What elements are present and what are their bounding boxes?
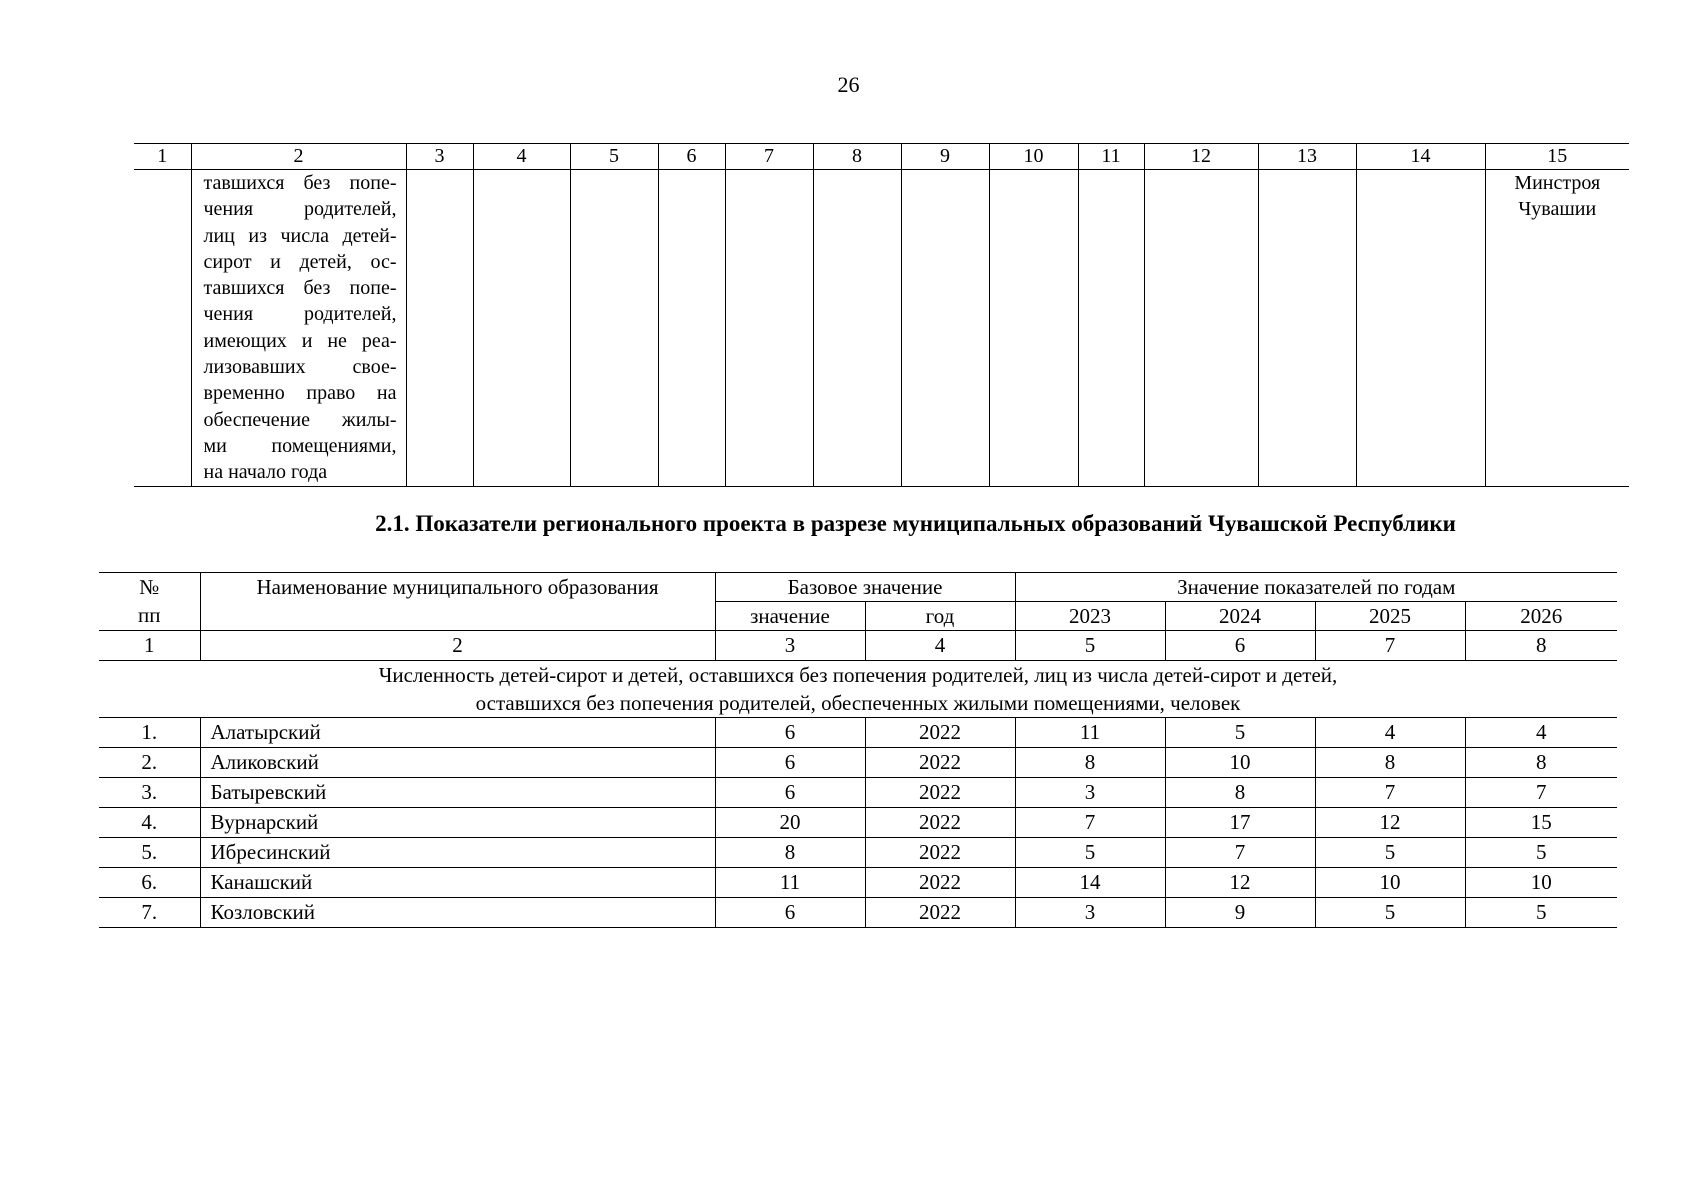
base-year: 2022 [865, 808, 1015, 838]
column-number: 1 [134, 144, 191, 170]
column-number: 12 [1144, 144, 1258, 170]
column-number-row [99, 631, 1617, 661]
base-value: 20 [715, 808, 865, 838]
row-num: 3. [99, 778, 200, 808]
header-num-line: № [139, 575, 160, 599]
description-line: обеспечение жилы- [203, 408, 397, 431]
responsible-line: Минстроя [1514, 172, 1601, 194]
page-number: 26 [837, 72, 860, 97]
table-cell [989, 170, 1078, 487]
value-2026: 15 [1465, 808, 1617, 838]
table-row [99, 718, 1617, 748]
section-title: 2.1. Показатели регионального проекта в разрезе муниципальных образований Чувашской Республики [375, 511, 1456, 536]
header-base: Базовое значение [715, 573, 1015, 602]
column-number: 9 [901, 144, 989, 170]
column-number: 4 [473, 144, 570, 170]
column-number: 6 [658, 144, 725, 170]
table-row [99, 838, 1617, 868]
table-row [134, 170, 1629, 487]
table-cell [570, 170, 658, 487]
column-number: 2 [191, 144, 406, 170]
value-2023: 5 [1015, 838, 1165, 868]
column-number: 11 [1078, 144, 1144, 170]
table-cell [134, 170, 191, 487]
value-2026: 4 [1465, 718, 1617, 748]
column-number: 15 [1485, 144, 1629, 170]
base-value: 6 [715, 778, 865, 808]
value-2024: 10 [1165, 748, 1315, 778]
header-num-line: пп [138, 603, 161, 627]
base-year: 2022 [865, 898, 1015, 928]
value-2025: 12 [1315, 808, 1465, 838]
table-cell [1144, 170, 1258, 487]
value-2026: 7 [1465, 778, 1617, 808]
column-number: 10 [989, 144, 1078, 170]
description-line: чения родителей, [203, 198, 397, 221]
continuation-table [134, 143, 1629, 487]
header-year: 2024 [1165, 602, 1315, 631]
table-cell [1078, 170, 1144, 487]
column-number: 7 [725, 144, 813, 170]
table-cell [1258, 170, 1356, 487]
municipality-name: Ибресинский [200, 838, 715, 868]
column-number: 13 [1258, 144, 1356, 170]
value-2025: 4 [1315, 718, 1465, 748]
row-num: 2. [99, 748, 200, 778]
value-2023: 8 [1015, 748, 1165, 778]
column-number: 5 [1015, 631, 1165, 661]
column-number: 1 [99, 631, 200, 661]
value-2024: 12 [1165, 868, 1315, 898]
table-row [99, 898, 1617, 928]
base-value: 6 [715, 748, 865, 778]
base-year: 2022 [865, 748, 1015, 778]
value-2023: 3 [1015, 778, 1165, 808]
table-cell [813, 170, 901, 487]
table-row [99, 868, 1617, 898]
value-2023: 3 [1015, 898, 1165, 928]
value-2026: 5 [1465, 838, 1617, 868]
value-2024: 9 [1165, 898, 1315, 928]
row-num: 6. [99, 868, 200, 898]
header-year: 2025 [1315, 602, 1465, 631]
table-cell [406, 170, 473, 487]
header-base-year: год [865, 602, 1015, 631]
value-2024: 8 [1165, 778, 1315, 808]
row-num: 5. [99, 838, 200, 868]
header-year: 2026 [1465, 602, 1617, 631]
table-row [99, 778, 1617, 808]
indicator-title-row [99, 661, 1617, 718]
value-2024: 5 [1165, 718, 1315, 748]
indicator-table [99, 572, 1617, 928]
base-value: 6 [715, 718, 865, 748]
value-2024: 17 [1165, 808, 1315, 838]
column-number: 2 [200, 631, 715, 661]
responsible-line: Чувашии [1518, 198, 1597, 220]
column-number: 3 [715, 631, 865, 661]
column-number: 3 [406, 144, 473, 170]
value-2023: 11 [1015, 718, 1165, 748]
table-row [99, 808, 1617, 838]
base-year: 2022 [865, 778, 1015, 808]
indicator-title [99, 661, 1617, 718]
table-cell [473, 170, 570, 487]
value-2025: 7 [1315, 778, 1465, 808]
column-number: 8 [1465, 631, 1617, 661]
value-2025: 5 [1315, 838, 1465, 868]
row-num: 4. [99, 808, 200, 838]
value-2026: 5 [1465, 898, 1617, 928]
responsible-executor [1485, 170, 1629, 487]
header-year: 2023 [1015, 602, 1165, 631]
column-number: 14 [1356, 144, 1485, 170]
header-num [99, 573, 200, 631]
table-row [99, 748, 1617, 778]
base-year: 2022 [865, 718, 1015, 748]
indicator-description [191, 170, 406, 487]
base-value: 11 [715, 868, 865, 898]
indicator-title-line: Численность детей-сирот и детей, оставшихся без попечения родителей, лиц из числа детей-сирот и детей, [378, 663, 1338, 687]
description-line: лиц из числа детей- [203, 224, 397, 247]
column-number-row [134, 144, 1629, 170]
municipality-name: Батыревский [200, 778, 715, 808]
base-value: 8 [715, 838, 865, 868]
row-num: 1. [99, 718, 200, 748]
description-line: сирот и детей, ос- [203, 250, 397, 273]
column-number: 7 [1315, 631, 1465, 661]
table-cell [901, 170, 989, 487]
header-row [99, 573, 1617, 602]
municipality-name: Алатырский [200, 718, 715, 748]
municipality-name: Аликовский [200, 748, 715, 778]
column-number: 8 [813, 144, 901, 170]
description-line: имеющих и не реа- [203, 329, 397, 352]
municipality-name: Козловский [200, 898, 715, 928]
value-2025: 5 [1315, 898, 1465, 928]
column-number: 6 [1165, 631, 1315, 661]
table-cell [725, 170, 813, 487]
header-name: Наименование муниципального образования [200, 573, 715, 631]
column-number: 4 [865, 631, 1015, 661]
description-line: тавшихся без попе- [203, 172, 397, 194]
base-value: 6 [715, 898, 865, 928]
row-num: 7. [99, 898, 200, 928]
table-cell [658, 170, 725, 487]
municipality-name: Вурнарский [200, 808, 715, 838]
value-2025: 10 [1315, 868, 1465, 898]
description-line: тавшихся без попе- [203, 277, 397, 300]
indicator-title-line: оставшихся без попечения родителей, обеспеченных жилыми помещениями, человек [475, 691, 1241, 715]
description-line: на начало года [203, 461, 328, 484]
base-year: 2022 [865, 868, 1015, 898]
value-2025: 8 [1315, 748, 1465, 778]
value-2023: 14 [1015, 868, 1165, 898]
description-line: чения родителей, [203, 303, 397, 326]
description-line: лизовавших свое- [203, 356, 397, 379]
description-line: временно право на [203, 382, 397, 405]
value-2023: 7 [1015, 808, 1165, 838]
base-year: 2022 [865, 838, 1015, 868]
value-2026: 10 [1465, 868, 1617, 898]
header-by-years: Значение показателей по годам [1015, 573, 1617, 602]
value-2024: 7 [1165, 838, 1315, 868]
table-cell [1356, 170, 1485, 487]
header-base-value: значение [715, 602, 865, 631]
description-line: ми помещениями, [203, 434, 397, 457]
municipality-name: Канашский [200, 868, 715, 898]
column-number: 5 [570, 144, 658, 170]
value-2026: 8 [1465, 748, 1617, 778]
